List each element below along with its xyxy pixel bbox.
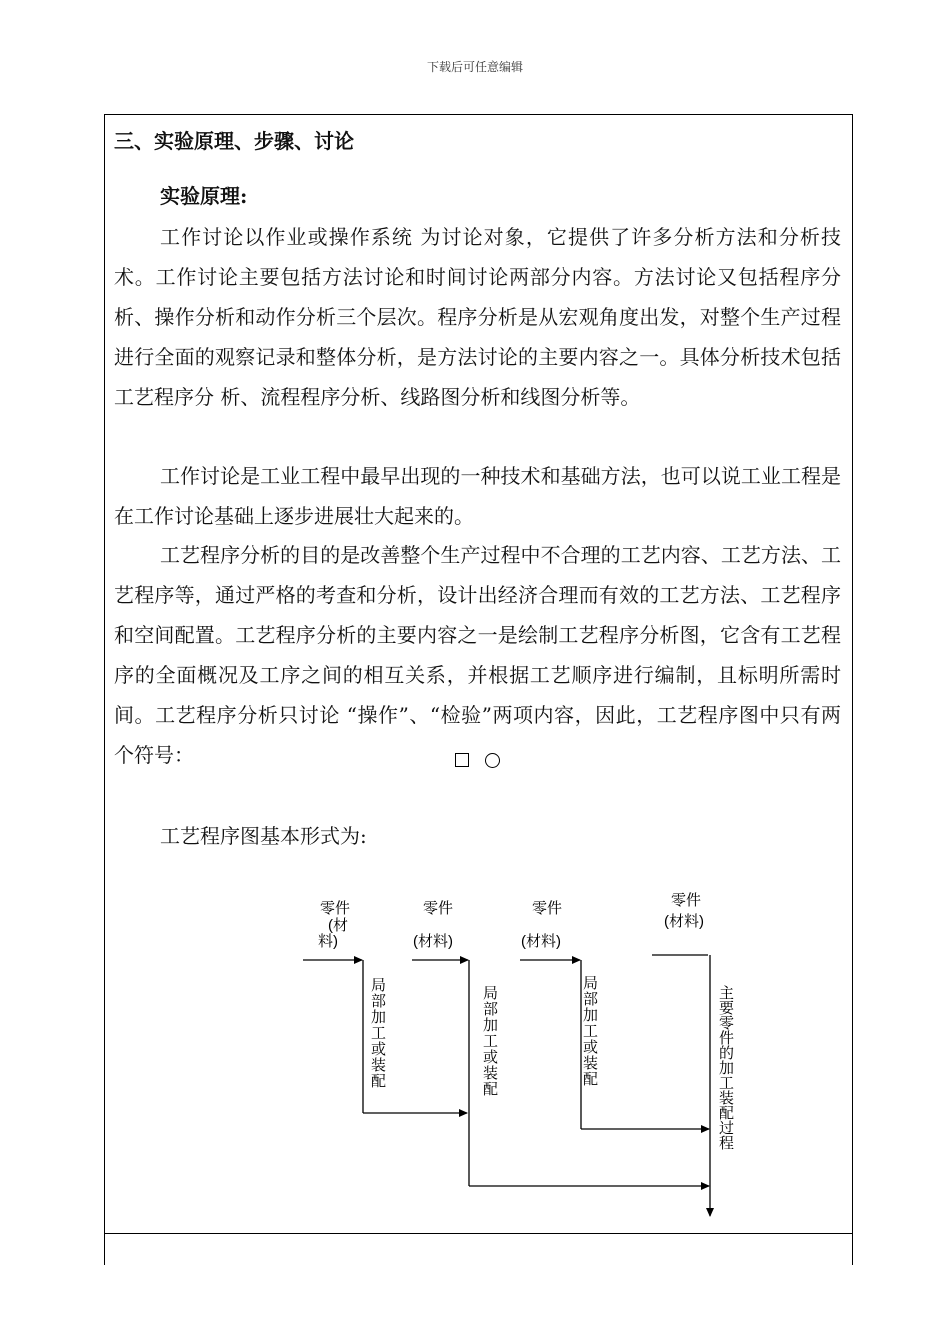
material-label-2: (材料) (413, 933, 453, 950)
section-title: 三、实验原理、步骤、讨论 (114, 129, 354, 153)
header-note: 下载后可任意编辑 (426, 60, 523, 74)
material-label-3: (材料) (521, 933, 561, 950)
part-label-3: 零件 (532, 900, 563, 917)
local-process-label-1: 局部加工或装配 (369, 977, 387, 1089)
paragraph-3: 工艺程序分析的目的是改善整个生产过程中不合理的工艺内容、工艺方法、工艺程序等，通过严格的考查和分析，设计出经济合理而有效的工艺方法、工艺程序和空间配置。工艺程序分析的主要内容之一是绘制工艺程序分析图，它含有工艺程序的全面概况及工序之间的相互关系，并根据工艺顺序进行编制，且标明所需时间。工艺程序分析只讨论 “操作”、“检验”两项内容，因此，工艺程序图中只有两个符号： (114, 543, 841, 767)
main-process-label: 主要零件的加工装配过程 (717, 985, 735, 1150)
part-label-1: 零件 (320, 900, 351, 917)
paragraph-2: 工作讨论是工业工程中最早出现的一种技术和基础方法，也可以说工业工程是在工作讨论基础上逐步进展壮大起来的。 (114, 464, 841, 528)
sub-title: 实验原理: (160, 184, 248, 208)
local-process-label-2: 局部加工或装配 (481, 985, 499, 1097)
material-split-top-1: (材 (328, 917, 348, 934)
form-caption: 工艺程序图基本形式为: (160, 824, 367, 848)
material-split-bottom-1: 料) (318, 933, 338, 950)
material-label-4: (材料) (664, 913, 704, 930)
paragraph-1: 工作讨论以作业或操作系统 为讨论对象，它提供了许多分析方法和分析技术。工作讨论主要包括方法讨论和时间讨论两部分内容。方法讨论又包括程序分析、操作分析和动作分析三个层次。程序分析是从宏观角度出发，对整个生产过程进行全面的观察记录和整体分析，是方法讨论的主要内容之一。具体分析技术包括工艺程序分 析、流程程序分析、线路图分析和线图分析等。 (114, 225, 841, 409)
part-label-4: 零件 (671, 892, 702, 909)
local-process-label-3: 局部加工或装配 (581, 975, 599, 1087)
part-label-2: 零件 (423, 900, 454, 917)
